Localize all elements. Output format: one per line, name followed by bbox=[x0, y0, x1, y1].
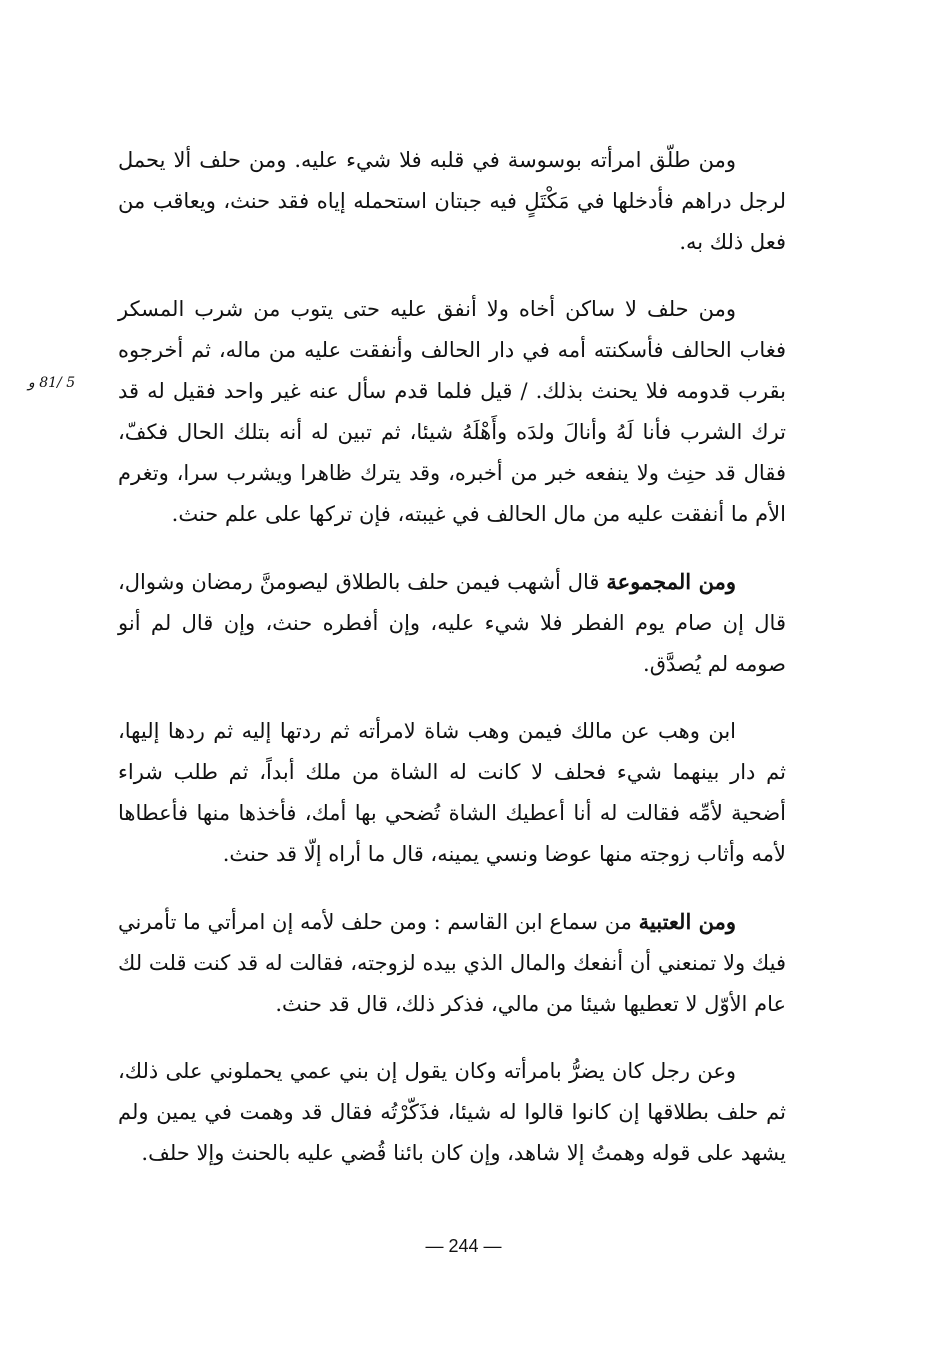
paragraph-1 bbox=[118, 140, 786, 263]
paragraph-text: وعن رجل كان يضرُّ بامرأته وكان يقول إن بني عمي يحملوني على ذلك، ثم حلف بطلاقها إن كانوا قالوا له شيئا، فذَكّرْتُه فقال قد وهمت في يمين ولم يشهد على قوله وهمتُ إلا شاهد، وإن كان بائنا قُضي عليه بالحنث وإلا حلف. bbox=[118, 1059, 786, 1165]
paragraph-text: من سماع ابن القاسم : ومن حلف لأمه إن امرأتي ما تأمرني فيك ولا تمنعني أن أنفعك والمال الذي بيده لزوجته، فقالت له قد كنت قلت لك عام الأوّل لا تعطيها شيئا من مالي، فذكر ذلك، قال قد حنث. bbox=[118, 910, 786, 1016]
paragraph-text: ومن طلّق امرأته بوسوسة في قلبه فلا شيء عليه. ومن حلف ألا يحمل لرجل دراهم فأدخلها في مَكْتَلٍ فيه جبتان استحمله إياه فقد حنث، ويعاقب من فعل ذلك به. bbox=[118, 148, 786, 254]
source-title-utbiyya: ومن العتبية bbox=[638, 909, 736, 934]
paragraph-4 bbox=[118, 711, 786, 875]
paragraph-6 bbox=[118, 1051, 786, 1174]
paragraph-3 bbox=[118, 561, 786, 685]
manuscript-folio-note: 5 /81 و bbox=[28, 375, 76, 391]
paragraph-2 bbox=[118, 289, 786, 535]
paragraph-5 bbox=[118, 901, 786, 1025]
paragraph-text: قال أشهب فيمن حلف بالطلاق ليصومنَّ رمضان وشوال، قال إن صام يوم الفطر فلا شيء عليه، وإن أفطره حنث، وإن قال لم أنو صومه لم يُصدَّق. bbox=[118, 570, 786, 676]
source-title-majmua: ومن المجموعة bbox=[606, 569, 736, 594]
paragraph-text: ومن حلف لا ساكن أخاه ولا أنفق عليه حتى يتوب من شرب المسكر فغاب الحالف فأسكنته أمه في دار الحالف وأنفقت عليه من ماله، ثم أخرجوه بقرب قدومه فلا يحنث بذلك. / قيل فلما قدم سأل عنه غير واحد فقيل له قد ترك الشرب فأنا لَهُ وأنالَ ولدَه وأَهْلَهُ شيئا، ثم تبين له أنه بتلك الحال فكفّ، فقال قد حنِث ولا ينفعه خبر من أخبره، وقد يترك ظاهرا ويشرب سرا، وتغرم الأم ما أنفقت عليه من مال الحالف في غيبته، فإن تركها على علم حنث. bbox=[118, 297, 786, 526]
paragraph-text: ابن وهب عن مالك فيمن وهب شاة لامرأته ثم ردتها إليه ثم ردها إليها، ثم دار بينهما شيء فحلف لا كانت له الشاة من ملك أبداً، ثم طلب شراء أضحية لأمِّه فقالت له أنا أعطيك الشاة تُضحي بها أمك، فأخذها منها فأعطاها لأمه وأثاب زوجته منها عوضا ونسي يمينه، قال ما أراه إلّا قد حنث. bbox=[118, 719, 786, 866]
main-text-block bbox=[118, 140, 786, 1200]
page-number: — 244 — bbox=[425, 1236, 502, 1256]
